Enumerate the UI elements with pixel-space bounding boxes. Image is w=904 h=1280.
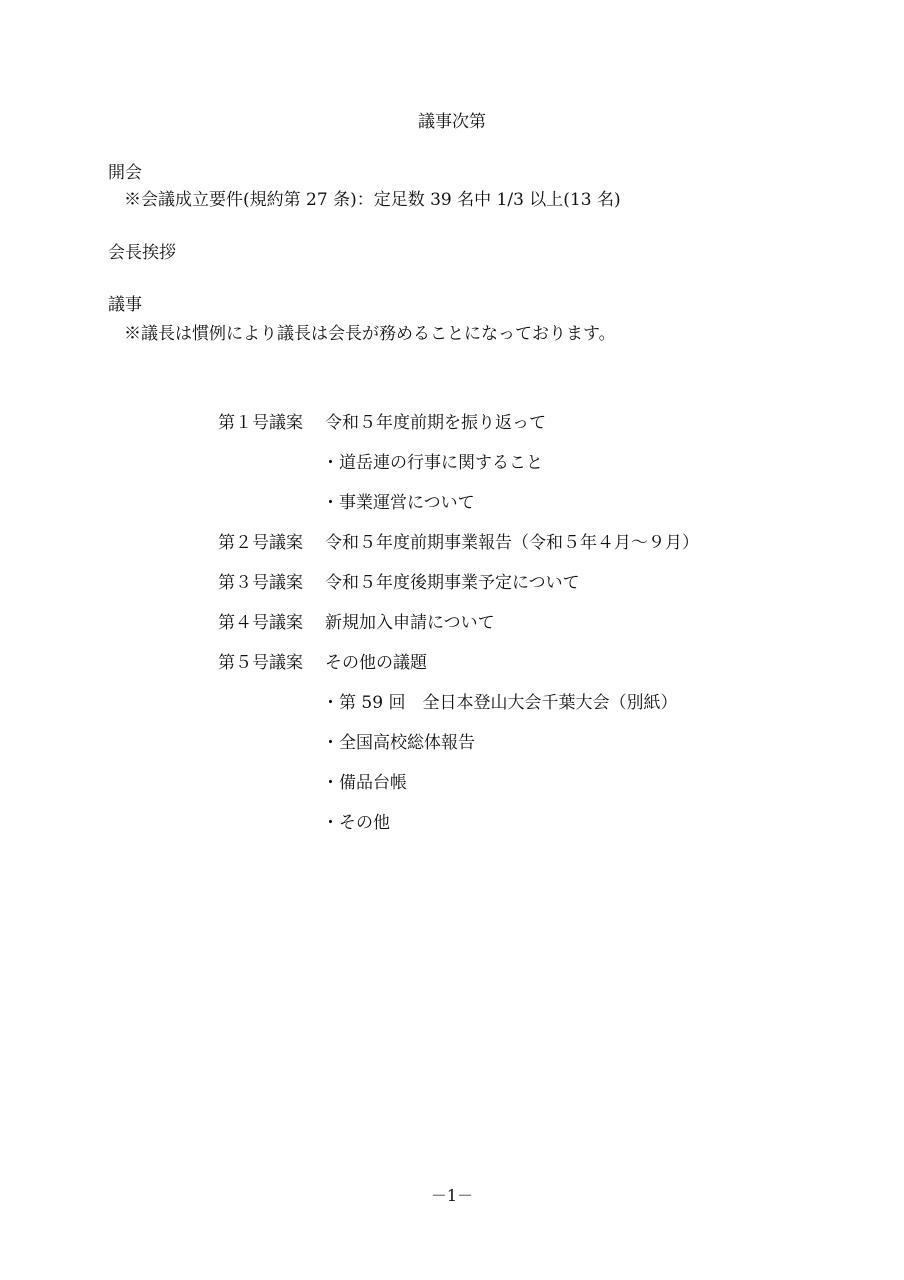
agenda-item-4-label: 第４号議案 <box>218 613 303 633</box>
agenda-item-5-label: 第５号議案 <box>218 653 303 673</box>
agenda-item-4-text: 新規加入申請について <box>325 613 495 633</box>
agenda-item-5-subitem-4: ・その他 <box>322 813 390 833</box>
agenda-item-5-subitem-2: ・全国高校総体報告 <box>322 733 475 753</box>
greeting-heading: 会長挨拶 <box>108 243 176 263</box>
agenda-item-2-label: 第２号議案 <box>218 533 303 553</box>
opening-heading: 開会 <box>108 163 142 183</box>
agenda-item-3-label: 第３号議案 <box>218 573 303 593</box>
agenda-item-1-subitem-1: ・道岳連の行事に関すること <box>322 453 543 473</box>
agenda-item-5-subitem-3: ・備品台帳 <box>322 773 407 793</box>
proceedings-heading: 議事 <box>108 295 142 315</box>
agenda-item-5-subitem-1: ・第 59 回 全日本登山大会千葉大会（別紙） <box>322 693 678 713</box>
agenda-item-2-text: 令和５年度前期事業報告（令和５年４月～９月） <box>325 533 699 553</box>
agenda-item-5-text: その他の議題 <box>325 653 427 673</box>
agenda-item-1-label: 第１号議案 <box>218 413 303 433</box>
agenda-item-1-text: 令和５年度前期を振り返って <box>325 413 546 433</box>
document-title: 議事次第 <box>418 112 486 132</box>
agenda-item-3-text: 令和５年度後期事業予定について <box>325 573 580 593</box>
chair-note: ※議長は慣例により議長は会長が務めることになっております。 <box>124 324 616 344</box>
quorum-note: ※会議成立要件(規約第 27 条)：定足数 39 名中 1/3 以上(13 名) <box>124 190 621 210</box>
agenda-item-1-subitem-2: ・事業運営について <box>322 493 475 513</box>
page-number: －1－ <box>430 1186 474 1205</box>
